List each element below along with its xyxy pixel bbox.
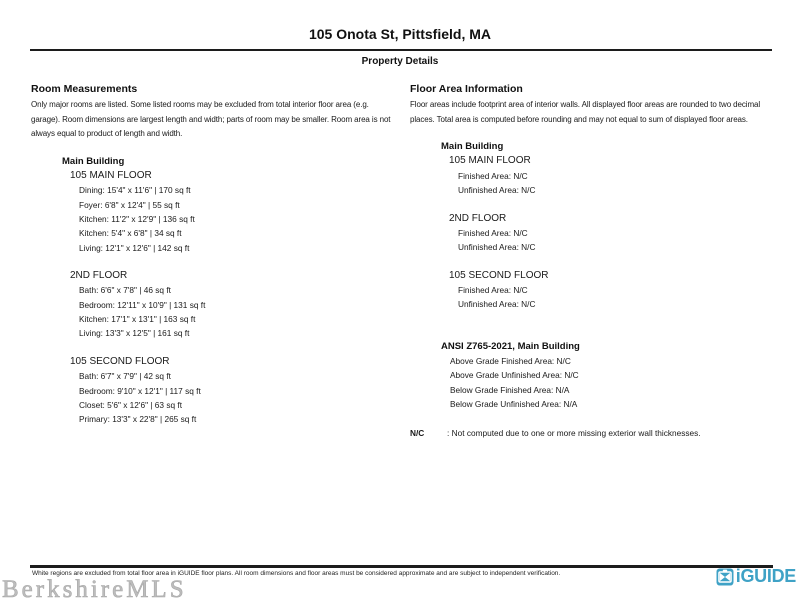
- room-measurement: Foyer: 6'8" x 12'4" | 55 sq ft: [79, 199, 180, 210]
- floor-section: [62, 355, 391, 426]
- floor-section: [441, 212, 784, 255]
- floor-area-value: Unfinished Area: N/C: [458, 242, 536, 253]
- nc-note: [410, 426, 784, 440]
- room-measurements-section: [31, 83, 391, 426]
- area-floors: [441, 154, 784, 311]
- iguide-logo-text: iGUIDE: [735, 566, 796, 586]
- ansi-area-value: Above Grade Finished Area: N/C: [450, 356, 571, 367]
- room-measurement: Kitchen: 17'1" x 13'1" | 163 sq ft: [79, 314, 196, 325]
- floor-area-building: [410, 140, 784, 312]
- floor-name: 105 MAIN FLOOR: [70, 170, 152, 182]
- floor-name: 105 SECOND FLOOR: [449, 269, 549, 281]
- floor-section: [441, 269, 784, 312]
- floor-area-value: Finished Area: N/C: [458, 227, 528, 238]
- nc-note-term: N/C: [410, 428, 425, 439]
- room-measurement: Kitchen: 11'2" x 12'9" | 136 sq ft: [79, 213, 195, 224]
- room-measurement: Bath: 6'6" x 7'8" | 46 sq ft: [79, 285, 171, 296]
- header-divider: [30, 49, 772, 51]
- mls-watermark: BerkshireMLS: [2, 576, 187, 600]
- footer-disclaimer: White regions are excluded from total floor area in iGUIDE floor plans. All room dimensions and floor areas must be considered approximate and are subject to independent verification.: [32, 570, 561, 577]
- room-measurements-description: Only major rooms are listed. Some listed rooms may be excluded from total interior floor area (e.g. garage). Room dimensions are largest length and width; parts of room may be smaller. Room area is not always equal to product of length and width.: [31, 100, 391, 139]
- floor-name: 105 MAIN FLOOR: [449, 155, 531, 167]
- iguide-logo: [716, 566, 796, 587]
- floor-section: [62, 169, 391, 255]
- room-measurement: Bedroom: 9'10" x 12'1" | 117 sq ft: [79, 385, 201, 396]
- ansi-area-value: Below Grade Finished Area: N/A: [450, 384, 570, 395]
- iguide-logo-icon: [716, 568, 734, 586]
- page-subtitle: Property Details: [361, 56, 439, 67]
- floor-name: 2ND FLOOR: [70, 270, 128, 282]
- ansi-lines: [441, 354, 784, 411]
- room-measurement: Living: 13'3" x 12'5" | 161 sq ft: [79, 328, 190, 339]
- room-measurement: Closet: 5'6" x 12'6" | 63 sq ft: [79, 399, 182, 410]
- footer-divider: [30, 565, 773, 568]
- floor-section: [62, 269, 391, 340]
- ansi-area-value: Above Grade Unfinished Area: N/C: [450, 370, 579, 381]
- room-measurement: Kitchen: 5'4" x 6'8" | 34 sq ft: [79, 228, 182, 239]
- page-title: 105 Onota St, Pittsfield, MA: [308, 26, 492, 42]
- ansi-heading: ANSI Z765-2021, Main Building: [441, 340, 580, 352]
- room-measurements-building: [31, 155, 391, 427]
- floor-area-value: Finished Area: N/C: [458, 170, 528, 181]
- building-name: Main Building: [62, 155, 125, 167]
- floor-section: [441, 154, 784, 197]
- room-measurements-heading: Room Measurements: [31, 83, 138, 95]
- room-measurement: Bedroom: 12'11" x 10'9" | 131 sq ft: [79, 299, 206, 310]
- room-floors: [62, 169, 391, 426]
- room-measurement: Primary: 13'3" x 22'8" | 265 sq ft: [79, 414, 197, 425]
- room-measurement: Living: 12'1" x 12'6" | 142 sq ft: [79, 242, 190, 253]
- ansi-section: [410, 340, 784, 411]
- floor-area-description: Floor areas include footprint area of interior walls. All displayed floor areas are rounded to two decimal places. Total area is computed before rounding and may not equal to sum of displayed floor areas.: [410, 100, 761, 124]
- room-measurement: Bath: 6'7" x 7'9" | 42 sq ft: [79, 371, 171, 382]
- room-measurement: Dining: 15'4" x 11'6" | 170 sq ft: [79, 185, 191, 196]
- floor-area-value: Unfinished Area: N/C: [458, 185, 536, 196]
- floor-area-value: Unfinished Area: N/C: [458, 299, 536, 310]
- nc-note-definition: : Not computed due to one or more missing exterior wall thicknesses.: [447, 428, 701, 439]
- floor-name: 2ND FLOOR: [449, 212, 507, 224]
- building-name: Main Building: [441, 141, 504, 153]
- floor-area-value: Finished Area: N/C: [458, 285, 528, 296]
- floor-area-section: [410, 83, 784, 441]
- ansi-area-value: Below Grade Unfinished Area: N/A: [450, 398, 578, 409]
- floor-area-heading: Floor Area Information: [410, 83, 523, 95]
- floor-name: 105 SECOND FLOOR: [70, 355, 170, 367]
